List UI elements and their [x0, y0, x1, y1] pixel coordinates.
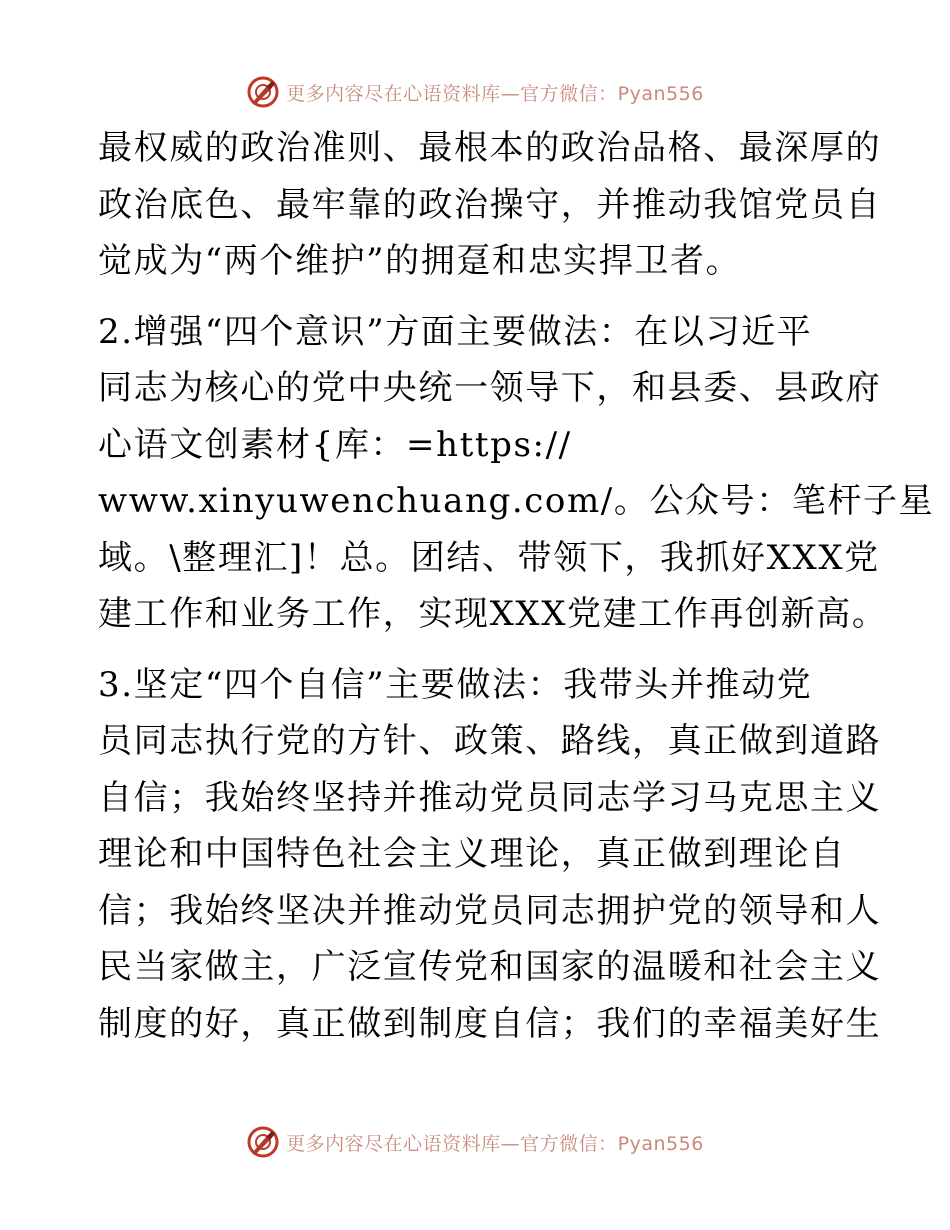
text-line: 建工作和业务工作，实现XXX党建工作再创新高。: [98, 594, 888, 634]
text-line: 信；我始终坚决并推动党员同志拥护党的领导和人: [98, 890, 882, 931]
paragraph-2: [98, 304, 935, 643]
document-body: [98, 120, 935, 1052]
text-line: 自信；我始终坚持并推动党员同志学习马克思主义: [98, 777, 882, 818]
text-line: 同志为核心的党中央统一领导下，和县委、县政府: [98, 368, 882, 408]
text-line: 最权威的政治准则、最根本的政治品格、最深厚的: [98, 128, 882, 168]
text-line: 觉成为“两个维护”的拥趸和忠实捍卫者。: [98, 241, 742, 281]
pen-logo-icon: [246, 1125, 280, 1159]
footer-watermark-banner: [0, 1122, 950, 1162]
text-line: 3.坚定“四个自信”主要做法：我带头并推动党: [98, 664, 813, 705]
text-line: 民当家做主，广泛宣传党和国家的温暖和社会主义: [98, 947, 882, 987]
paragraph-1: [98, 120, 882, 290]
text-line: 政治底色、最牢靠的政治操守，并推动我馆党员自: [98, 184, 882, 225]
text-line: 心语文创素材{库：=https://: [98, 424, 572, 465]
text-line: 理论和中国特色社会主义理论，真正做到理论自: [98, 834, 846, 874]
paragraph-3: [98, 657, 882, 1053]
footer-watermark-text: 更多内容尽在心语资料库—官方微信：Pyan556: [286, 1132, 704, 1155]
text-line: 2.增强“四个意识”方面主要做法：在以习近平: [98, 311, 813, 352]
text-line: www.xinyuwenchuang.com/。公众号：笔杆子星: [98, 481, 935, 521]
text-line: 域。\整理汇]！总。团结、带领下，我抓好XXX党: [98, 537, 880, 578]
text-line: 员同志执行党的方针、政策、路线，真正做到道路: [98, 721, 882, 761]
header-watermark-banner: [0, 72, 950, 112]
text-line: 制度的好，真正做到制度自信；我们的幸福美好生: [98, 1003, 882, 1044]
pen-logo-icon: [246, 75, 280, 109]
header-watermark-text: 更多内容尽在心语资料库—官方微信：Pyan556: [286, 82, 704, 105]
